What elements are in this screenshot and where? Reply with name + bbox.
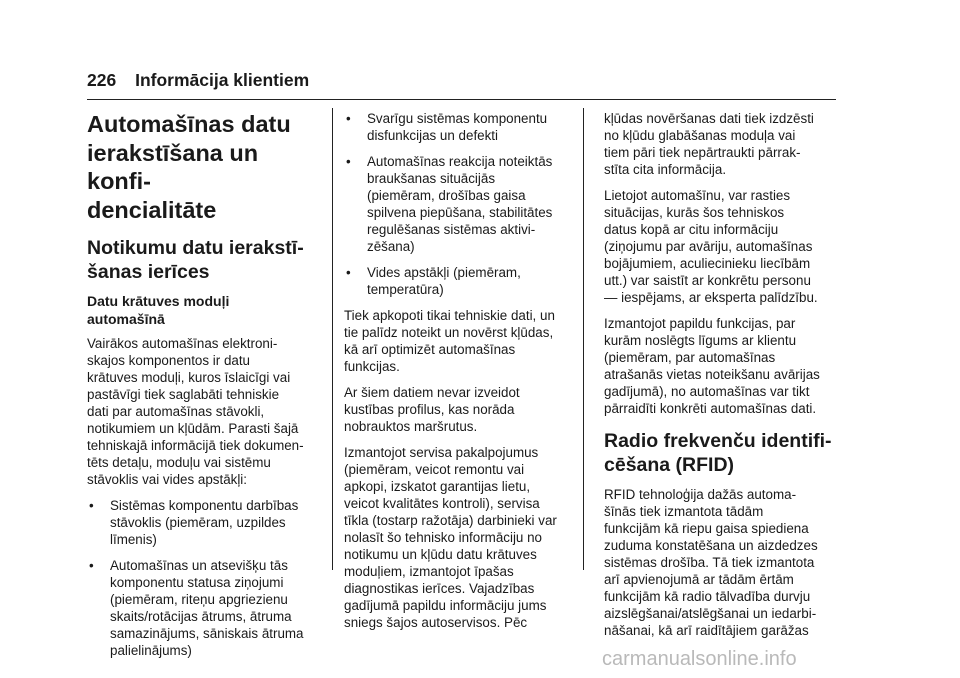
paragraph — [344, 444, 576, 631]
bullet-item — [87, 557, 319, 659]
text-line: tie palīdz noteikt un novērst kļūdas, — [344, 325, 554, 340]
text-line: bojājumiem, aculiecinieku liecībām — [604, 256, 811, 271]
text-line: nāšanai, kā arī raidītājiem garāžas — [604, 623, 809, 638]
text-line: aizslēgšanai/atslēgšanai un iedarbi- — [604, 606, 817, 621]
column-divider-2 — [583, 108, 584, 570]
text-line: arī apvienojumā ar tādām ērtām — [604, 572, 794, 587]
text-line: Notikumu datu ierakstī- — [87, 237, 304, 259]
bullet-text — [110, 497, 319, 548]
text-line: Svarīgu sistēmas komponentu — [367, 111, 548, 126]
text-line: (piemēram, par automašīnas — [604, 350, 776, 365]
bullet-item — [344, 153, 576, 255]
text-line: gadījumā), no automašīnas var tikt — [604, 384, 810, 399]
text-line: stāvoklis (piemēram, uzpildes — [110, 515, 286, 530]
page-heading — [87, 110, 319, 224]
running-header — [87, 70, 309, 91]
text-line: cēšana (RFID) — [604, 454, 735, 476]
page-number: 226 — [87, 70, 117, 90]
paragraph — [604, 315, 836, 417]
text-line: sniegs šajos autoservisos. Pēc — [344, 615, 528, 630]
text-line: Lietojot automašīnu, var rasties — [604, 188, 791, 203]
text-line: zuduma konstatēšana un aizdedzes — [604, 538, 818, 553]
text-line: pārraidīti konkrēti automašīnas dati. — [604, 401, 817, 416]
text-line: RFID tehnoloģija dažās automa- — [604, 487, 797, 502]
bullet-text — [367, 264, 576, 298]
section-heading — [87, 236, 319, 284]
bullet-text — [367, 110, 576, 144]
text-line: utt.) var saistīt ar konkrētu personu — [604, 273, 811, 288]
text-line: atrašanās vietas noteikšanu avārijas — [604, 367, 820, 382]
bullet-marker: • — [89, 558, 94, 573]
text-line: stāvoklis vai vides apstākļi: — [87, 472, 248, 487]
bullet-marker: • — [346, 111, 351, 126]
text-line: tiem pāri tiek nepārtraukti pārrak- — [604, 145, 801, 160]
text-line: tīkla (tostarp ražotāja) darbinieki var — [344, 513, 557, 528]
text-line: apkopi, izskatot garantijas lietu, — [344, 479, 531, 494]
text-line: komponentu statusa ziņojumi — [110, 575, 284, 590]
bullet-item — [344, 264, 576, 298]
bullet-marker: • — [346, 265, 351, 280]
paragraph — [344, 307, 576, 375]
column-2 — [344, 110, 576, 640]
text-line: stīta cita informācija. — [604, 162, 727, 177]
text-line: Vairākos automašīnas elektroni- — [87, 336, 278, 351]
header-rule — [87, 99, 836, 100]
text-line: līmenis) — [110, 532, 157, 547]
text-line: nolasīt šo tehnisko informāciju no — [344, 530, 542, 545]
bullet-marker: • — [346, 154, 351, 169]
text-line: temperatūra) — [367, 282, 444, 297]
text-line: Radio frekvenču identifi- — [604, 430, 832, 452]
text-line: (piemēram, drošības gaisa — [367, 188, 526, 203]
column-1 — [87, 110, 319, 668]
text-line: spilvena piepūšana, stabilitātes — [367, 205, 553, 220]
watermark: carmanualsonline.info — [602, 648, 797, 670]
text-line: kurām noslēgts līgums ar klientu — [604, 333, 797, 348]
column-3 — [604, 110, 836, 648]
text-line: zēšana) — [367, 239, 415, 254]
text-line: Vides apstākļi (piemēram, — [367, 265, 521, 280]
text-line: Sistēmas komponentu darbības — [110, 498, 299, 513]
paragraph — [604, 486, 836, 639]
text-line: gadījumā papildu informāciju jums — [344, 598, 547, 613]
text-line: regulēšanas sistēmas aktivi- — [367, 222, 536, 237]
section-title: Informācija klientiem — [135, 70, 310, 90]
bullet-item — [87, 497, 319, 548]
text-line: Ar šiem datiem nevar izveidot — [344, 385, 520, 400]
text-line: notikumu un kļūdu datu krātuves — [344, 547, 537, 562]
text-line: notikumiem un kļūdām. Parasti šajā — [87, 421, 299, 436]
text-line: moduļiem, izmantojot īpašas — [344, 564, 514, 579]
text-line: disfunkcijas un defekti — [367, 128, 499, 143]
text-line: kustības profilus, kas norāda — [344, 402, 515, 417]
text-line: (piemēram, riteņu apgriezienu — [110, 592, 288, 607]
paragraph — [87, 335, 319, 488]
text-line: šanas ierīces — [87, 261, 210, 283]
text-line: braukšanas situācijās — [367, 171, 496, 186]
text-line: ierakstīšana un konfi- — [87, 139, 259, 194]
text-line: Izmantojot papildu funkcijas, par — [604, 316, 796, 331]
text-line: Automašīnas un atsevišķu tās — [110, 558, 288, 573]
text-line: funkcijas. — [344, 359, 400, 374]
bullet-marker: • — [89, 498, 94, 513]
text-line: skaits/rotācijas ātrums, ātruma — [110, 609, 292, 624]
text-line: — iespējams, ar eksperta palīdzību. — [604, 290, 818, 305]
text-line: skajos komponentos ir datu — [87, 353, 251, 368]
text-line: Automašīnas reakcija noteiktās — [367, 154, 553, 169]
text-line: kļūdas novēršanas dati tiek izdzēsti — [604, 111, 814, 126]
rfid-heading — [604, 429, 836, 477]
paragraph — [604, 187, 836, 306]
text-line: datus kopā ar citu informāciju — [604, 222, 779, 237]
column-divider-1 — [332, 108, 333, 570]
text-line: krātuves moduļi, kuros īslaicīgi vai — [87, 370, 291, 385]
text-line: tehniskajā informācijā tiek dokumen- — [87, 438, 304, 453]
text-line: pastāvīgi tiek saglabāti tehniskie — [87, 387, 280, 402]
text-line: diagnostikas ierīces. Vajadzības — [344, 581, 535, 596]
text-line: Datu krātuves moduļi — [87, 293, 230, 309]
paragraph — [604, 110, 836, 178]
text-line: kā arī optimizēt automašīnas — [344, 342, 516, 357]
bullet-text — [367, 153, 576, 255]
text-line: veicot kvalitātes kontroli), servisa — [344, 496, 540, 511]
text-line: automašīnā — [87, 310, 165, 327]
text-line: no kļūdu glabāšanas moduļa vai — [604, 128, 796, 143]
text-line: sistēmas drošība. Tā tiek izmantota — [604, 555, 815, 570]
text-line: (ziņojumu par avāriju, automašīnas — [604, 239, 813, 254]
bullet-text — [110, 557, 319, 659]
bullet-item — [344, 110, 576, 144]
text-line: funkcijām kā radio tālvadība durvju — [604, 589, 811, 604]
text-line: tēts detaļu, moduļu vai sistēmu — [87, 455, 271, 470]
text-line: dati par automašīnas stāvokli, — [87, 404, 265, 419]
text-line: nobrauktos maršrutus. — [344, 419, 478, 434]
text-line: funkcijām kā riepu gaisa spiediena — [604, 521, 809, 536]
paragraph — [344, 384, 576, 435]
text-line: (piemēram, veicot remontu vai — [344, 462, 525, 477]
text-line: Automašīnas datu — [87, 111, 291, 137]
subsection-heading — [87, 293, 319, 328]
text-line: samazinājums, sāniskais ātruma — [110, 626, 304, 641]
text-line: Tiek apkopoti tikai tehniskie dati, un — [344, 308, 555, 323]
text-line: šīnās tiek izmantota tādām — [604, 504, 764, 519]
text-line: palielinājums) — [110, 643, 192, 658]
text-line: dencialitāte — [87, 196, 217, 223]
text-line: Izmantojot servisa pakalpojumus — [344, 445, 539, 460]
text-line: situācijas, kurās šos tehniskos — [604, 205, 785, 220]
